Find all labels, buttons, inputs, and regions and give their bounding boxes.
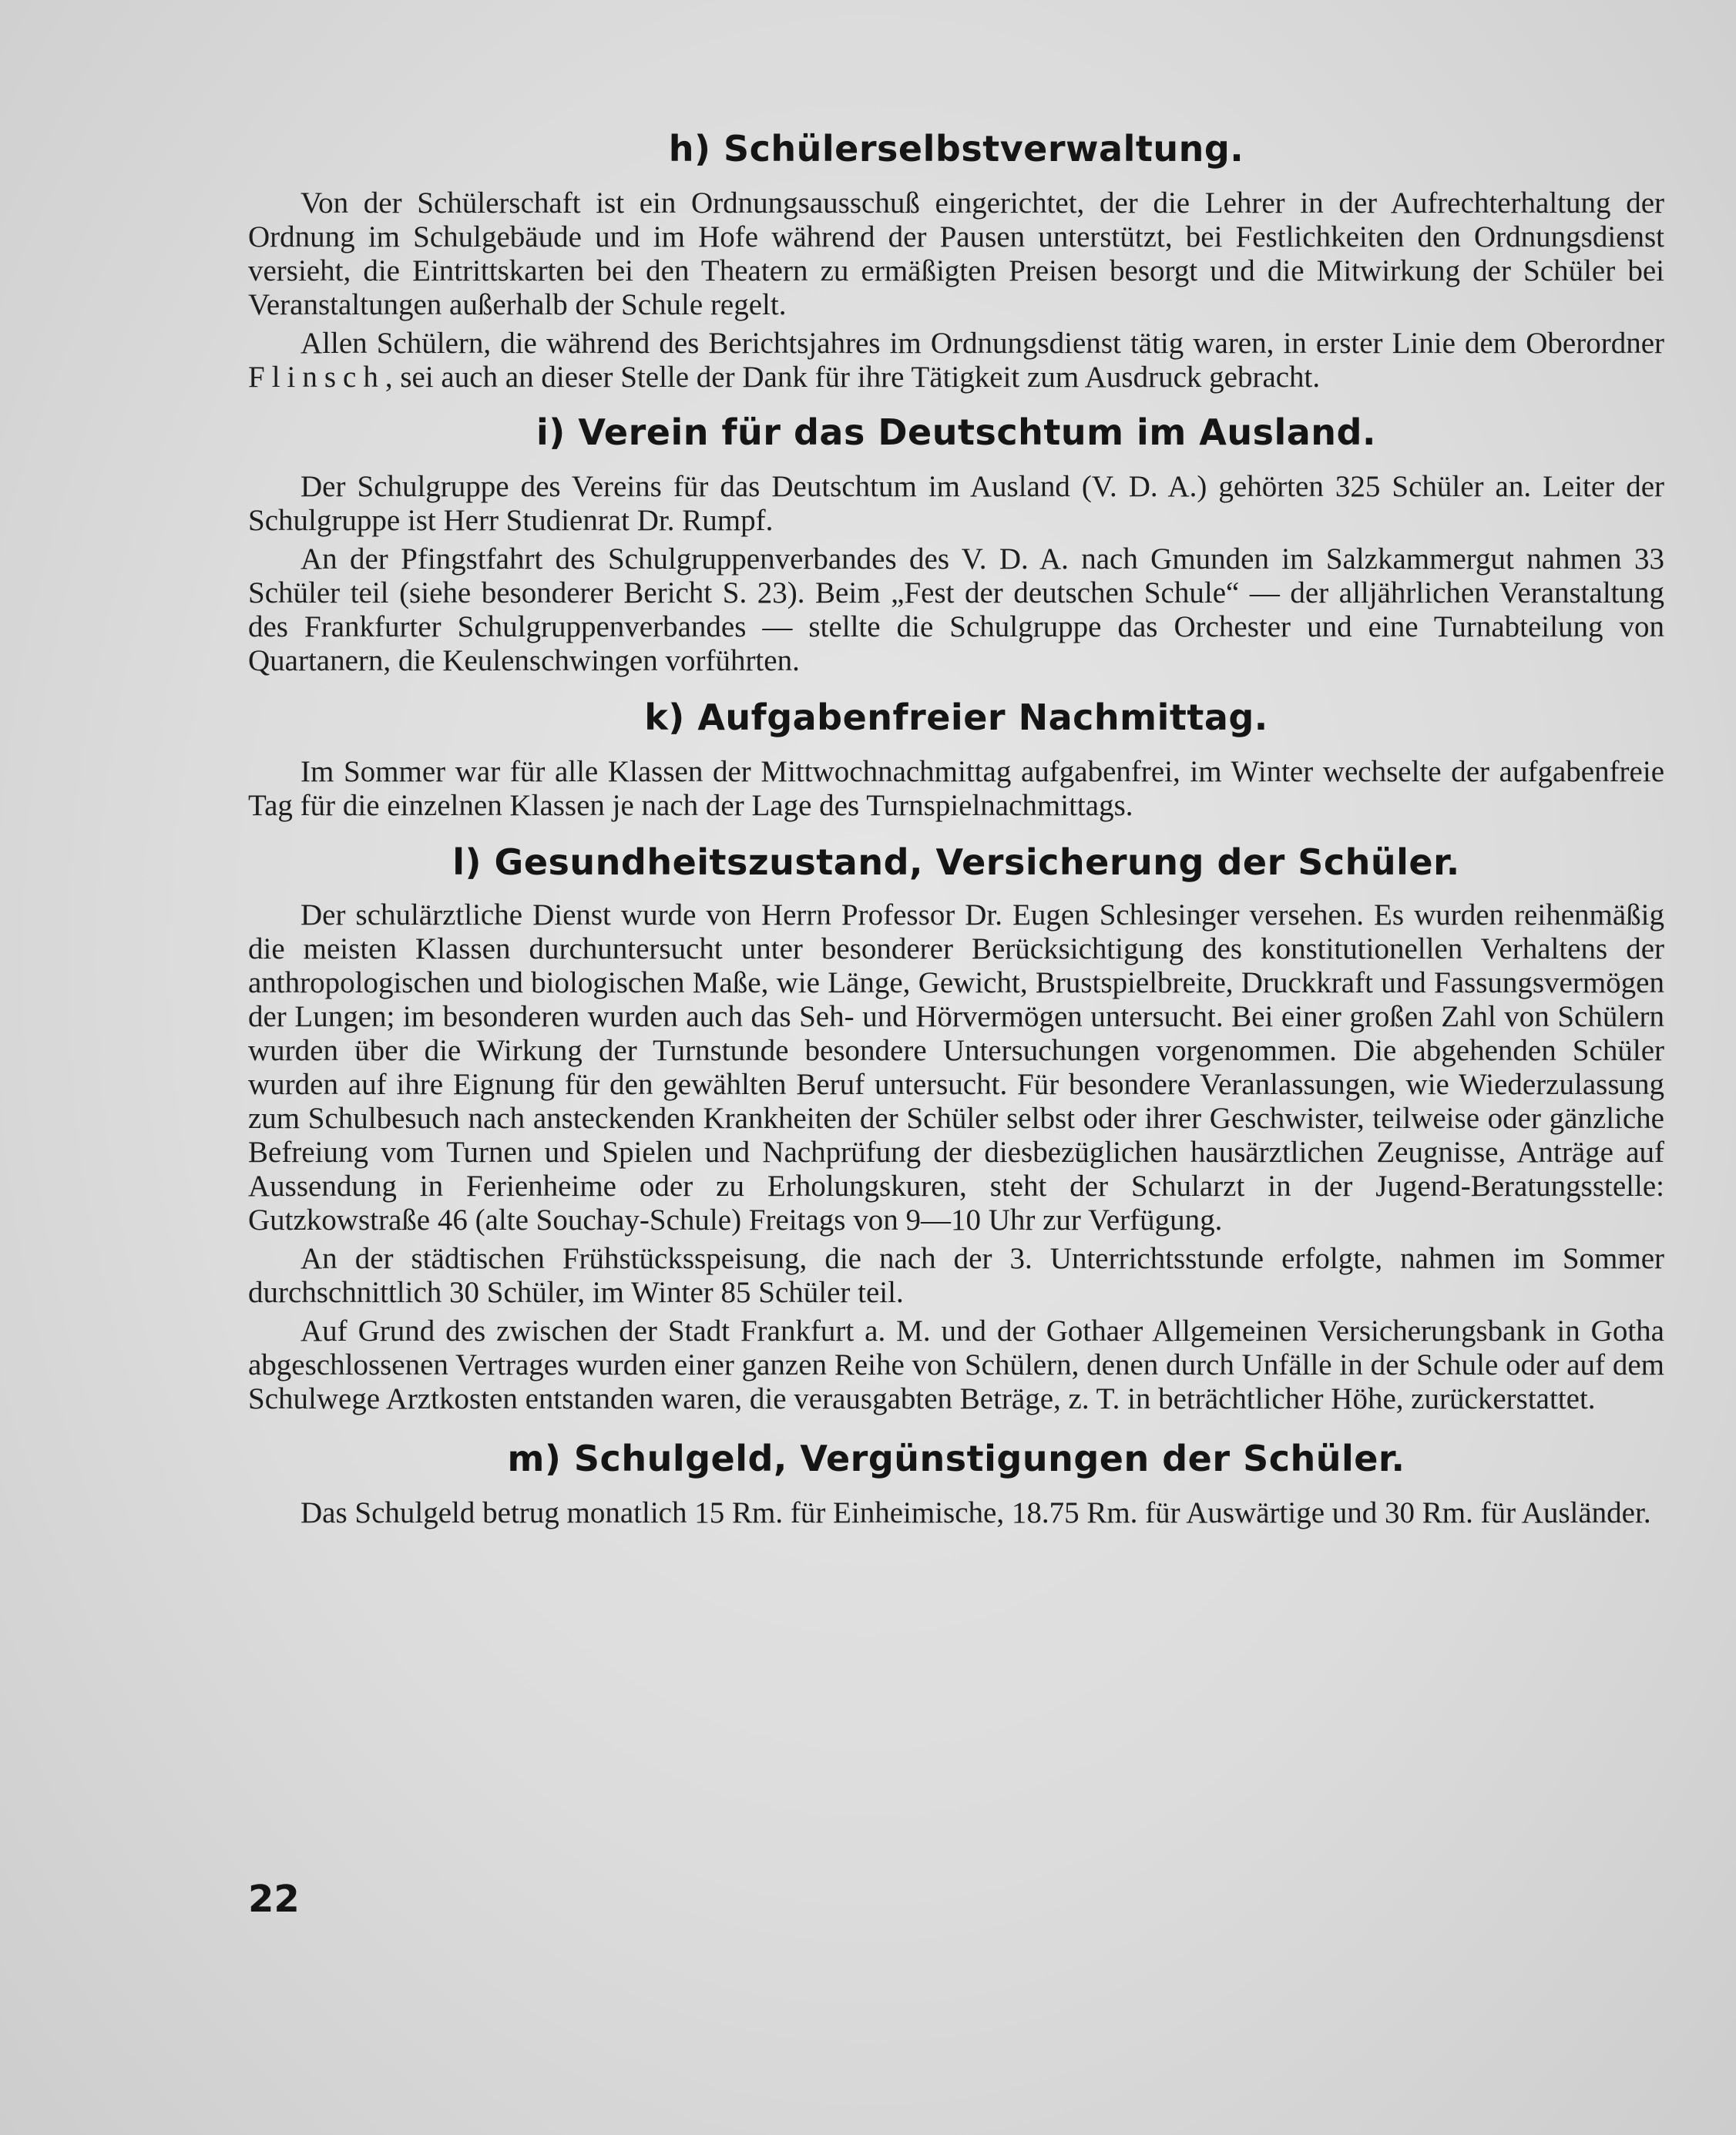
section-k-paragraph-1: Im Sommer war für alle Klassen der Mittwochnachmittag aufgabenfrei, im Winter wechselte der aufgabenfreie Tag für die einzelnen Klassen je nach der Lage des Turnspielnachmittags. bbox=[248, 755, 1664, 822]
oberordner-name: Flinsch bbox=[248, 361, 385, 394]
page-number: 22 bbox=[248, 1878, 300, 1921]
section-heading-k: k) Aufgabenfreier Nachmittag. bbox=[644, 697, 1268, 738]
section-i-paragraph-2: An der Pfingstfahrt des Schulgruppenverbandes des V. D. A. nach Gmunden im Salzkammergut nahmen 33 Schüler teil (siehe besonderer Bericht S. 23). Beim „Fest der deutschen Schule“ — der alljährlichen Veranstaltung des Frankfurter Schulgruppenverbandes — stellte die Schulgruppe das Orchester und eine Turnabteilung von Quartanern, die Keulenschwingen vorführten. bbox=[248, 542, 1664, 677]
section-heading-h: h) Schülerselbstverwaltung. bbox=[668, 128, 1244, 170]
section-l-paragraph-1: Der schulärztliche Dienst wurde von Herrn Professor Dr. Eugen Schlesinger versehen. Es wurden reihenmäßig die meisten Klassen durchuntersucht unter besonderer Berücksichtigung des konstitutionellen Verhaltens der anthropologischen und biologischen Maße, wie Länge, Gewicht, Brustspielbreite, Druckkraft und Fassungsvermögen der Lungen; im besonderen wurden auch das Seh- und Hörvermögen untersucht. Bei einer großen Zahl von Schülern wurden über die Wirkung der Turnstunde besondere Untersuchungen vorgenommen. Die abgehenden Schüler wurden auf ihre Eignung für den gewählten Beruf untersucht. Für besondere Veranlassungen, wie Wiederzulassung zum Schulbesuch nach ansteckenden Krankheiten der Schüler selbst oder ihrer Geschwister, teilweise oder gänzliche Befreiung vom Turnen und Spielen und Nachprüfung der diesbezüglichen hausärztlichen Zeugnisse, Anträge auf Aussendung in Ferienheime oder zu Erholungskuren, steht der Schularzt in der Jugend-Beratungsstelle: Gutzkowstraße 46 (alte Souchay-Schule) Freitags von 9—10 Uhr zur Verfügung. bbox=[248, 898, 1664, 1237]
page-content bbox=[248, 116, 1664, 1535]
section-h-paragraph-2-text-after: , sei auch an dieser Stelle der Dank für ihre Tätigkeit zum Ausdruck gebracht. bbox=[384, 361, 1321, 394]
section-l-paragraph-3: Auf Grund des zwischen der Stadt Frankfurt a. M. und der Gothaer Allgemeinen Versicherungsbank in Gotha abgeschlossenen Vertrages wurden einer ganzen Reihe von Schülern, denen durch Unfälle in der Schule oder auf dem Schulwege Arztkosten entstanden waren, die verausgabten Beträge, z. T. in beträchtlicher Höhe, zurückerstattet. bbox=[248, 1314, 1664, 1415]
section-h-paragraph-2-text-before: Allen Schülern, die während des Berichtsjahres im Ordnungsdienst tätig waren, in erster Linie dem Oberordner bbox=[301, 327, 1664, 360]
section-heading-l: l) Gesundheitszustand, Versicherung der Schüler. bbox=[452, 841, 1460, 883]
section-m-paragraph-1: Das Schulgeld betrug monatlich 15 Rm. für Einheimische, 18.75 Rm. für Auswärtige und 30 Rm. für Ausländer. bbox=[301, 1496, 1651, 1529]
section-heading-i: i) Verein für das Deutschtum im Ausland. bbox=[536, 411, 1376, 453]
section-heading-m: m) Schulgeld, Vergünstigungen der Schüler. bbox=[507, 1438, 1405, 1479]
section-h-paragraph-2 bbox=[248, 327, 1664, 394]
section-i-paragraph-1: Der Schulgruppe des Vereins für das Deutschtum im Ausland (V. D. A.) gehörten 325 Schüler an. Leiter der Schulgruppe ist Herr Studienrat Dr. Rumpf. bbox=[248, 470, 1664, 537]
section-l-paragraph-2: An der städtischen Frühstücksspeisung, die nach der 3. Unterrichtsstunde erfolgte, nahmen im Sommer durchschnittlich 30 Schüler, im Winter 85 Schüler teil. bbox=[248, 1242, 1664, 1309]
section-h-paragraph-1: Von der Schülerschaft ist ein Ordnungsausschuß eingerichtet, der die Lehrer in der Aufrechterhaltung der Ordnung im Schulgebäude und im Hofe während der Pausen unterstützt, bei Festlichkeiten den Ordnungsdienst versieht, die Eintrittskarten bei den Theatern zu ermäßigten Preisen besorgt und die Mitwirkung der Schüler bei Veranstaltungen außerhalb der Schule regelt. bbox=[248, 186, 1664, 321]
